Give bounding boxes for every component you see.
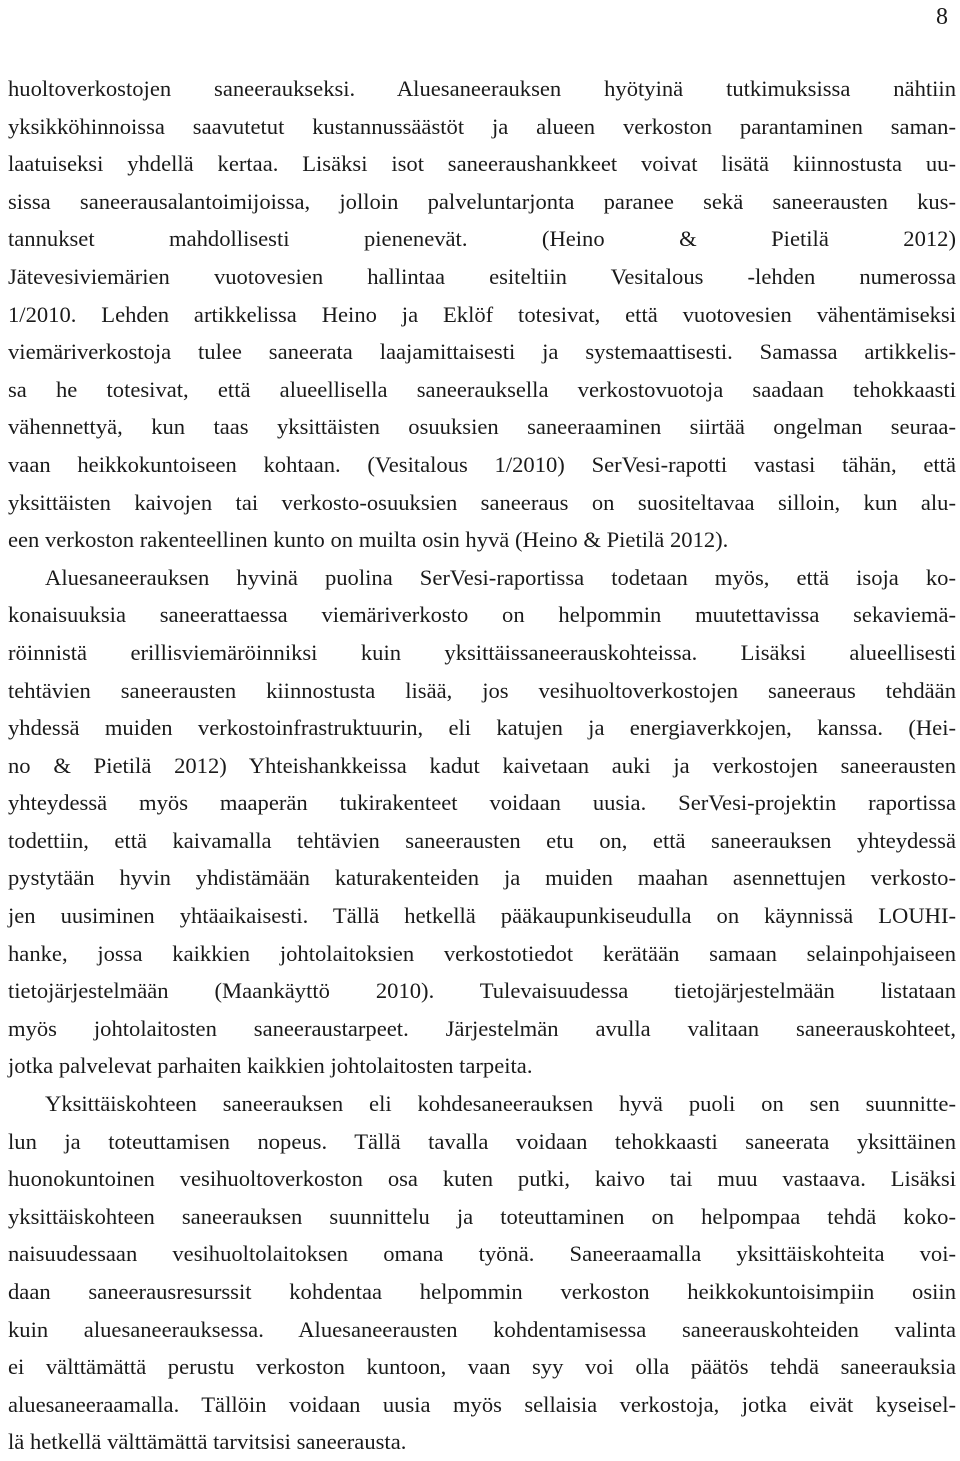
text-line: huonokuntoinen vesihuoltoverkoston osa kuten putki, kaivo tai muu vastaava. Lisäksi: [8, 1166, 956, 1192]
text-line: lun ja toteuttamisen nopeus. Tällä tavalla voidaan tehokkaasti saneerata yksittäinen: [8, 1128, 956, 1154]
paragraph: [8, 1085, 956, 1461]
text-line: ei välttämättä perustu verkoston kuntoon, vaan syy voi olla päätös tehdä saneerauksia: [8, 1354, 956, 1380]
text-line: röinnistä erillisviemäröinniksi kuin yksittäissaneerauskohteissa. Lisäksi alueellisesti: [8, 639, 956, 665]
text-line: jotka palvelevat parhaiten kaikkien johtolaitosten tarpeita.: [8, 1053, 533, 1079]
text-line: hanke, jossa kaikkien johtolaitoksien verkostotiedot kerätään samaan selainpohjaiseen: [8, 940, 956, 966]
text-line: viemäriverkostoja tulee saneerata laajamittaisesti ja systemaattisesti. Samassa artikkelis-: [8, 339, 956, 365]
text-line: yhdessä muiden verkostoinfrastruktuurin, eli katujen ja energiaverkkojen, kanssa. (Hei-: [8, 715, 956, 741]
document-body: [8, 70, 956, 1461]
text-line: kuin aluesaneerauksessa. Aluesaneerausten kohdentamisessa saneerauskohteiden valinta: [8, 1316, 956, 1342]
paragraph: [8, 559, 956, 1085]
text-line: pystytään hyvin yhdistämään katurakenteiden ja muiden maahan asennettujen verkosto-: [8, 865, 956, 891]
text-line: Yksittäiskohteen saneerauksen eli kohdesaneerauksen hyvä puoli on sen suunnitte-: [45, 1091, 956, 1117]
text-line: myös johtolaitosten saneeraustarpeet. Järjestelmän avulla valitaan saneerauskohteet,: [8, 1015, 956, 1041]
page-number: 8: [936, 4, 948, 30]
text-line: yksikköhinnoissa saavutetut kustannussäästöt ja alueen verkoston parantaminen saman-: [8, 113, 956, 139]
text-line: een verkoston rakenteellinen kunto on muilta osin hyvä (Heino & Pietilä 2012).: [8, 527, 729, 553]
text-line: todettiin, että kaivamalla tehtävien saneerausten etu on, että saneerauksen yhteydessä: [8, 827, 956, 853]
text-line: no & Pietilä 2012) Yhteishankkeissa kadut kaivetaan auki ja verkostojen saneerausten: [8, 752, 956, 778]
text-line: sissa saneerausalantoimijoissa, jolloin palveluntarjonta paranee sekä saneerausten kus-: [8, 188, 956, 214]
text-line: sa he totesivat, että alueellisella saneerauksella verkostovuotoja saadaan tehokkaasti: [8, 376, 956, 402]
text-line: vähennettyä, kun taas yksittäisten osuuksien saneeraaminen siirtää ongelman seuraa-: [8, 414, 956, 440]
text-line: huoltoverkostojen saneeraukseksi. Aluesaneerauksen hyötyinä tutkimuksissa nähtiin: [8, 76, 956, 101]
text-line: tietojärjestelmään (Maankäyttö 2010). Tulevaisuudessa tietojärjestelmään listataan: [8, 978, 956, 1004]
text-line: aluesaneeraamalla. Tällöin voidaan uusia myös sellaisia verkostoja, jotka eivät kyseisel-: [8, 1391, 956, 1417]
text-line: daan saneerausresurssit kohdentaa helpommin verkoston heikkokuntoisimpiin osiin: [8, 1279, 956, 1304]
text-line: Aluesaneerauksen hyvinä puolina SerVesi-raportissa todetaan myös, että isoja ko-: [45, 564, 956, 590]
text-line: lä hetkellä välttämättä tarvitsisi saneerausta.: [8, 1429, 407, 1455]
text-line: Jätevesiviemärien vuotovesien hallintaa esiteltiin Vesitalous -lehden numerossa: [8, 263, 956, 289]
text-line: konaisuuksia saneerattaessa viemäriverkosto on helpommin muutettavissa sekaviemä-: [8, 602, 956, 628]
paragraph: [8, 70, 956, 559]
text-line: tehtävien saneerausten kiinnostusta lisää, jos vesihuoltoverkostojen saneeraus tehdään: [8, 677, 956, 703]
text-line: laatuiseksi yhdellä kertaa. Lisäksi isot saneeraushankkeet voivat lisätä kiinnostusta uu-: [8, 151, 956, 177]
text-line: jen uusiminen yhtäaikaisesti. Tällä hetkellä pääkaupunkiseudulla on käynnissä LOUHI-: [8, 903, 956, 929]
text-line: vaan heikkokuntoiseen kohtaan. (Vesitalous 1/2010) SerVesi-rapotti vastasi tähän, että: [8, 451, 956, 477]
text-line: yhteydessä myös maaperän tukirakenteet voidaan uusia. SerVesi-projektin raportissa: [8, 790, 956, 816]
text-line: tannukset mahdollisesti pienenevät. (Heino & Pietilä 2012): [8, 226, 956, 252]
text-line: 1/2010. Lehden artikkelissa Heino ja Eklöf totesivat, että vuotovesien vähentämiseksi: [8, 301, 956, 327]
text-line: yksittäiskohteen saneerauksen suunnittelu ja toteuttaminen on helpompaa tehdä koko-: [8, 1203, 956, 1229]
text-line: yksittäisten kaivojen tai verkosto-osuuksien saneeraus on suositeltavaa silloin, kun alu-: [8, 489, 956, 515]
text-line: naisuudessaan vesihuoltolaitoksen omana työnä. Saneeraamalla yksittäiskohteita voi-: [8, 1241, 956, 1267]
